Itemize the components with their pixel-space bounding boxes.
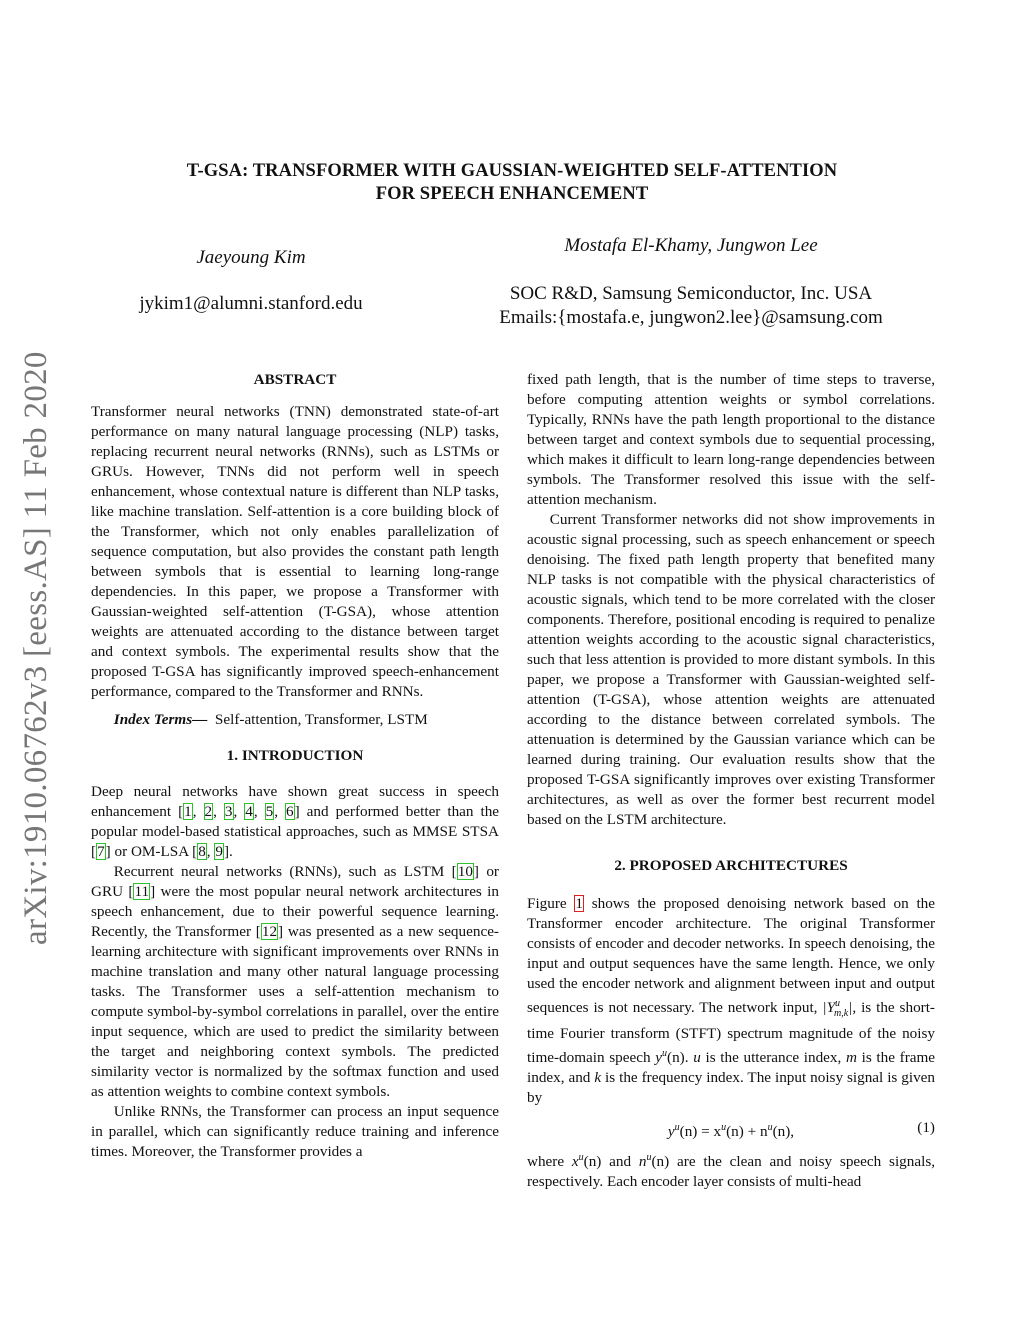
citation-8[interactable]: 8 [198,843,206,860]
equation-1-x-arg: (n) + n [726,1123,768,1141]
citation-11[interactable]: 11 [134,883,150,900]
citation-6[interactable]: 6 [286,803,294,820]
proposed-paragraph-2 [527,1148,935,1192]
intro-paragraph-2 [91,862,499,1102]
symbol-nu-superscript: u [646,1152,652,1164]
intro-p2-text-a: Recurrent neural networks (RNNs), such as LSTM [ [113,863,457,880]
proposed-p1-text-g: is the frequency index. The input noisy signal is given by [527,1069,935,1107]
citation-3[interactable]: 3 [224,803,233,820]
symbol-yu-superscript: u [662,1048,668,1060]
symbol-xu-argument: (n) [583,1153,602,1171]
citation-9[interactable]: 9 [215,843,223,860]
symbol-Y-superscript: u [835,998,841,1009]
intro-p1-text-b: ] and performed better than the popular model-based statistical approaches, such as MMSE STSA [ [91,803,500,860]
author-affiliation: SOC R&D, Samsung Semiconductor, Inc. USA [509,283,873,304]
intro-p1-text-d: ]. [223,843,233,860]
intro-p1-text-c: ] or OM-LSA [ [105,843,198,860]
figure-1-link[interactable]: 1 [575,895,583,912]
equation-1-number: (1) [917,1119,935,1137]
proposed-paragraph-1 [527,894,935,1108]
equation-1-y: y [667,1123,675,1141]
symbol-Y-base: |Y [822,999,836,1017]
citation-7[interactable]: 7 [97,843,105,860]
intro-p2-text-c: ] were the most popular neural network architectures in speech enhancement, due to their powerful sequence learning. Recently, the Transformer [ [91,883,499,940]
proposed-p1-text-b: shows the proposed denoising network based on the Transformer encoder architecture. The original Transformer consists of encoder and decoder networks. In speech denoising, the input and output sequences have the same length. Hence, we only used the encoder network and alignment between input and output sequences is not necessary. The network input, [527,895,936,1017]
abstract-heading: ABSTRACT [253,371,337,388]
intro-p2-text-d: ] was presented as a new sequence-learning architecture with significant improvements over RNNs in machine translation and many other natural language processing tasks. The Transformer uses a self-attention mechanism to compute symbol-by-symbol correlations in parallel, over the entire input sequence, which are used to predict the similarity between the target and neighboring context symbols. The predicted similarity vector is normalized by the softmax function and used as attention weights to combine context symbols. [91,923,499,1100]
paper-title-line-2: FOR SPEECH ENHANCEMENT [375,184,649,204]
author-block-left [92,246,410,270]
proposed-p1-text-e: is the utterance index, [705,1049,842,1067]
symbol-u: u [693,1049,701,1067]
author-email-left: jykim1@alumni.stanford.edu [139,293,363,314]
citation-10[interactable]: 10 [457,863,473,880]
author-emails-right: Emails:{mostafa.e, jungwon2.lee}@samsung.com [499,307,883,328]
author-names-right: Mostafa El-Khamy, Jungwon Lee [564,235,818,256]
equation-1-n-sup: u [767,1122,773,1134]
symbol-nu-argument: (n) [651,1153,670,1171]
intro-p1-text-a: Deep neural networks have shown great success in speech enhancement [ [91,783,499,820]
author-block-right [470,234,912,258]
proposed-heading: 2. PROPOSED ARCHITECTURES [614,857,848,874]
arxiv-stamp: arXiv:1910.06762v3 [eess.AS] 11 Feb 2020 [18,351,54,945]
proposed-p2-text-c: are the clean and noisy speech signals, respectively. Each encoder layer consists of multi-head [527,1153,936,1191]
equation-1-n-arg: (n), [772,1123,795,1141]
citation-4[interactable]: 4 [245,803,253,820]
proposed-p1-text-f: is the frame index, and [527,1049,936,1087]
symbol-yu-argument: (n) [667,1049,685,1067]
symbol-xu-superscript: u [578,1152,584,1164]
index-terms-list: Self-attention, Transformer, LSTM [214,711,428,728]
symbol-nu-base: n [638,1153,647,1171]
intro-paragraph-1: Deep neural networks have shown great success in speech enhancement [1, 2, 3, 4, 5, 6] and performed better than the popular model-based statistical approaches, such as MMSE STSA [7] or OM-LSA [8, 9]. [91,783,500,860]
equation-1-y-sup: u [674,1122,680,1134]
author-name-left: Jaeyoung Kim [196,247,306,268]
equation-1-body [527,1118,935,1142]
paper-title [112,160,912,206]
intro-paragraph-4: fixed path length, that is the number of time steps to traverse, before computing attention weights or symbol correlations. Typically, RNNs have the path length proportional to the distance between target and context symbols due to sequential processing, which makes it difficult to learn long-range dependencies between symbols. The Transformer resolved this issue with the self-attention mechanism. [527,371,935,508]
abstract-text: Transformer neural networks (TNN) demonstrated state-of-art performance on many natural language processing (NLP) tasks, replacing recurrent neural networks (RNNs), such as LSTMs or GRUs. However, TNNs did not perform well in speech enhancement, whose contextual nature is different than NLP tasks, like machine translation. Self-attention is a core building block of the Transformer, which not only enables parallelization of sequence computation, but also provides the constant path length between symbols that is essential to learning long-range dependencies. In this paper, we propose a Transformer with Gaussian-weighted self-attention (T-GSA), whose attention weights are attenuated according to the distance between target and context symbols. The experimental results show that the proposed T-GSA has significantly improved speech-enhancement performance, compared to the Transformer and RNNs. [91,403,499,700]
left-column [91,370,499,1162]
proposed-p1-text-a: Figure [527,895,567,912]
author-affiliation-block [470,282,912,330]
symbol-yu-base: y [655,1049,663,1067]
citation-1[interactable]: 1 [184,803,192,820]
proposed-p1-text-c: , is the short-time Fourier transform (STFT) spectrum magnitude of the noisy time-domain speech [527,999,935,1067]
index-terms [91,710,499,730]
proposed-p2-text-b: and [609,1153,632,1171]
symbol-Y-magnitude [822,998,853,1020]
citation-5[interactable]: 5 [265,803,274,820]
proposed-p2-text-a: where [527,1153,565,1171]
intro-paragraph-5: Current Transformer networks did not show improvements in acoustic signal processing, such as speech enhancement or speech denoising. The fixed path length property that benefited many NLP tasks is not compatible with the physical characteristics of acoustic signals, which tend to be more correlated with the closer components. Therefore, positional encoding is required to penalize attention weights according to the acoustic signal characteristics, such that less attention is provided to more distant symbols. In this paper, we propose a Transformer with Gaussian-weighted self-attention (T-GSA), whose attention weights are attenuated according to the distance between correlated symbols. The attenuation is determined by the Gaussian variance which can be learned during training. Our evaluation results show that the proposed T-GSA significantly improves over existing Transformer architectures, as well as over the former best recurrent model based on the LSTM architecture. [527,511,935,828]
symbol-Y-subscript: m,k [834,1008,849,1020]
author-email-left-block [92,292,410,316]
symbol-Y-close: | [848,999,853,1017]
symbol-k: k [594,1069,602,1087]
introduction-heading: 1. INTRODUCTION [226,747,364,764]
equation-1-y-arg: (n) = x [679,1123,722,1141]
citation-12[interactable]: 12 [261,923,278,940]
citation-2[interactable]: 2 [204,803,213,820]
symbol-m: m [846,1049,857,1067]
symbol-nu-n [639,1153,669,1170]
proposed-p1-text-d: . [684,1049,689,1067]
equation-1-x-sup: u [721,1122,727,1134]
paper-title-line-1: T-GSA: TRANSFORMER WITH GAUSSIAN-WEIGHTED SELF-ATTENTION [186,161,838,181]
symbol-xu-base: x [571,1153,579,1171]
symbol-xu-n [572,1153,601,1170]
intro-paragraph-3: Unlike RNNs, the Transformer can process an input sequence in parallel, which can significantly reduce training and inference times. Moreover, the Transformer provides a [91,1103,499,1160]
intro-p2-text-b: ] or GRU [ [91,863,499,900]
index-terms-label: Index Terms— [113,711,208,728]
symbol-yu-n [655,1049,684,1066]
right-column [527,370,935,1192]
equation-1 [527,1108,935,1148]
